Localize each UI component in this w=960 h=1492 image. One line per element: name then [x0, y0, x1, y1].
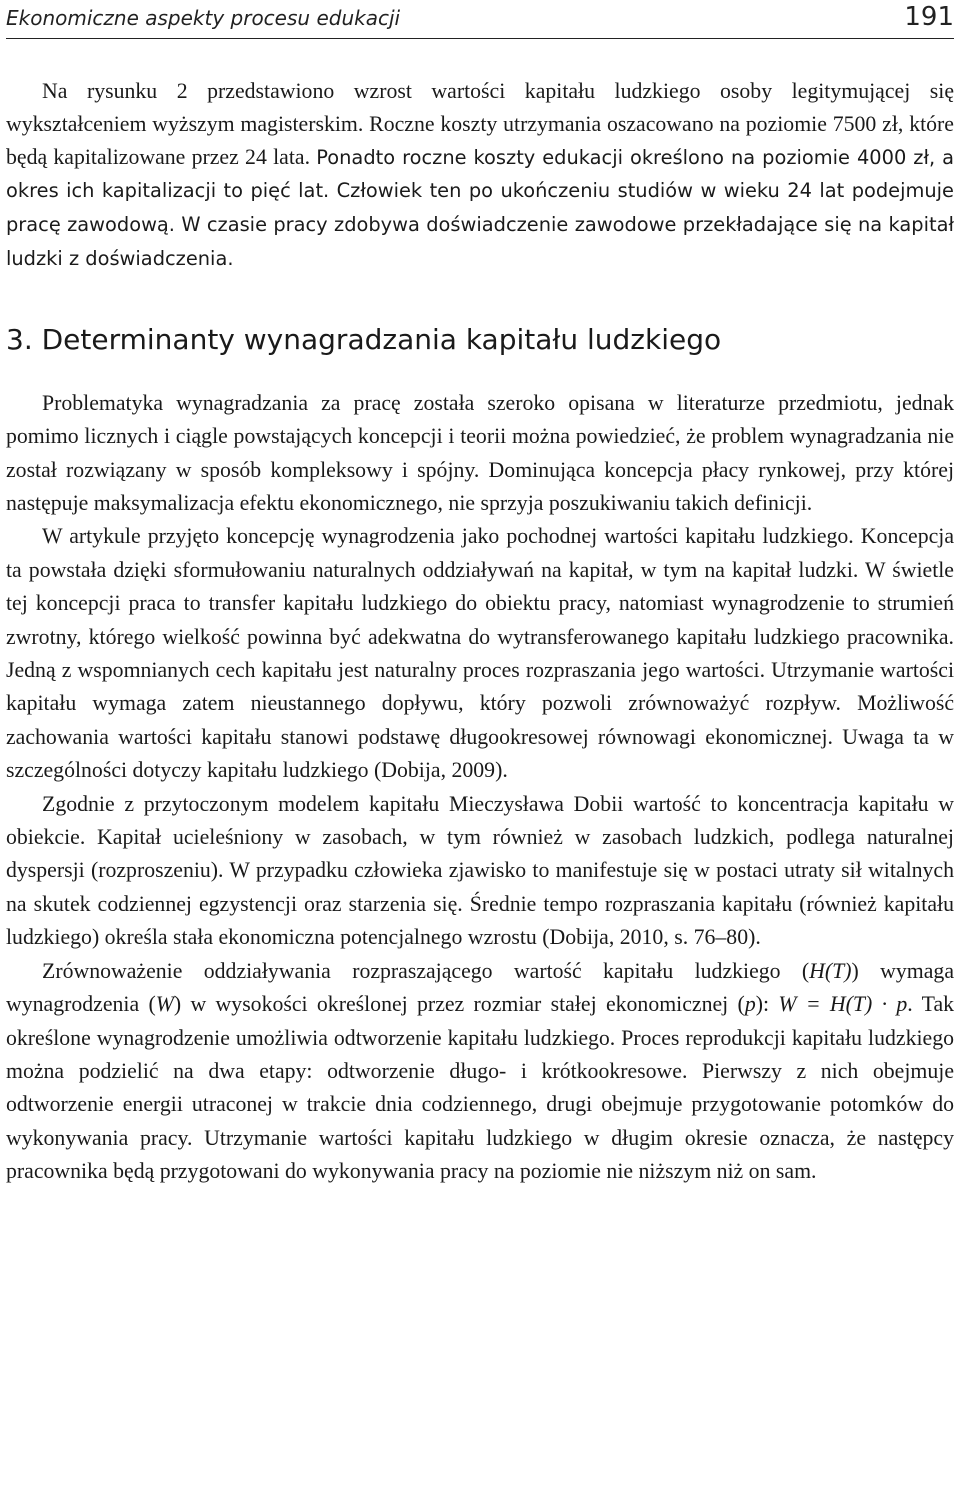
paragraph-4 — [6, 955, 954, 1189]
section-heading: 3. Determinanty wynagradzania kapitału ludzkiego — [6, 322, 722, 356]
paragraph-4-text-d: ): — [755, 992, 779, 1017]
symbol-w: W — [155, 992, 174, 1017]
intro-paragraph — [6, 75, 954, 276]
body-text — [6, 387, 954, 1189]
paragraph-4-text-b: ) wymaga wynagrodzenia ( — [6, 958, 954, 1017]
paragraph-4-text-c: ) w wysokości określonej przez rozmiar stałej ekonomicznej ( — [173, 992, 745, 1017]
running-title: Ekonomiczne aspekty procesu edukacji — [6, 6, 401, 30]
symbol-ht: H(T) — [809, 958, 852, 983]
page-number: 191 — [904, 2, 954, 32]
intro-sans-text: Ponadto roczne koszty edukacji określono na poziomie 4000 zł, a okres ich kapitalizacji to pięć lat. Człowiek ten po ukończeniu studiów w wieku 24 lat podejmuje pracę zawodową. W czasie pracy zdobywa doświadczenie zawodowe przekładające się na kapitał ludzki z doświadczenia. — [6, 145, 954, 270]
paragraph-2: W artykule przyjęto koncepcję wynagrodzenia jako pochodnej wartości kapitału ludzkiego. Koncepcja ta powstała dzięki sformułowaniu naturalnych oddziaływań na kapitał, w tym na kapitał ludzki. W świetle tej koncepcji praca to transfer kapitału ludzkiego do obiektu pracy, natomiast wynagrodzenie to strumień zwrotny, którego wielkość powinna być adekwatna do wytransferowanego kapitału ludzkiego pracownika. Jedną z wspomnianych cech kapitału jest naturalny proces rozpraszania jego wartości. Utrzymanie wartości kapitału wymaga zatem nieustannego dopływu, który pozwoli zrównoważyć rozpływ. Możliwość zachowania wartości kapitału stanowi podstawę długookresowej równowagi ekonomicznej. Uwaga ta w szczególności dotyczy kapitału ludzkiego (Dobija, 2009). — [6, 524, 954, 783]
symbol-p: p — [744, 992, 756, 1017]
paragraph-4-text-e: . Tak określone wynagrodzenie umożliwia odtworzenie kapitału ludzkiego. Proces reprodukcji kapitału ludzkiego można podzielić na dwa etapy: odtworzenie długo- i krótkookresowe. Pierwszy z nich obejmuje odtworzenie energii utraconej w trakcie dnia codziennego, drugi obejmuje przygotowanie potomków do wykonywania pracy. Utrzymanie wartości kapitału ludzkiego w długim okresie oznacza, że następcy pracownika będą przygotowani do wykonywania pracy na poziomie nie niższym niż on sam. — [6, 992, 955, 1184]
wage-formula: W = H(T) · p — [778, 992, 908, 1017]
paragraph-3: Zgodnie z przytoczonym modelem kapitału Mieczysława Dobii wartość to koncentracja kapitału w obiekcie. Kapitał ucieleśniony w zasobach, w tym również w zasobach ludzkich, podlega naturalnej dyspersji (rozproszeniu). W przypadku człowieka zjawisko to manifestuje się w postaci utraty sił witalnych na skutek codziennej egzystencji oraz starzenia się. Średnie tempo rozpraszania kapitału (również kapitału ludzkiego) określa stała ekonomiczna potencjalnego wzrostu (Dobija, 2010, s. 76–80). — [6, 791, 954, 950]
document-page — [6, 0, 954, 1189]
intro-block — [6, 75, 954, 276]
paragraph-4-text-a: Zrównoważenie oddziaływania rozpraszającego wartość kapitału ludzkiego ( — [42, 958, 810, 983]
paragraph-1: Problematyka wynagradzania za pracę została szeroko opisana w literaturze przedmiotu, jednak pomimo licznych i ciągle powstających koncepcji i teorii można powiedzieć, że problem wynagradzania nie został rozwiązany w sposób kompleksowy i spójny. Dominująca koncepcja płacy rynkowej, przy której następuje maksymalizacja efektu ekonomicznego, nie sprzyja poszukiwaniu takich definicji. — [6, 390, 954, 515]
intro-serif-text: Na rysunku 2 przedstawiono wzrost wartości kapitału ludzkiego osoby legitymującej się wykształceniem wyższym magisterskim. Roczne koszty utrzymania oszacowano na poziomie 7500 zł, które będą kapitalizowane przez 24 lata. — [6, 79, 954, 169]
running-header — [6, 0, 954, 39]
